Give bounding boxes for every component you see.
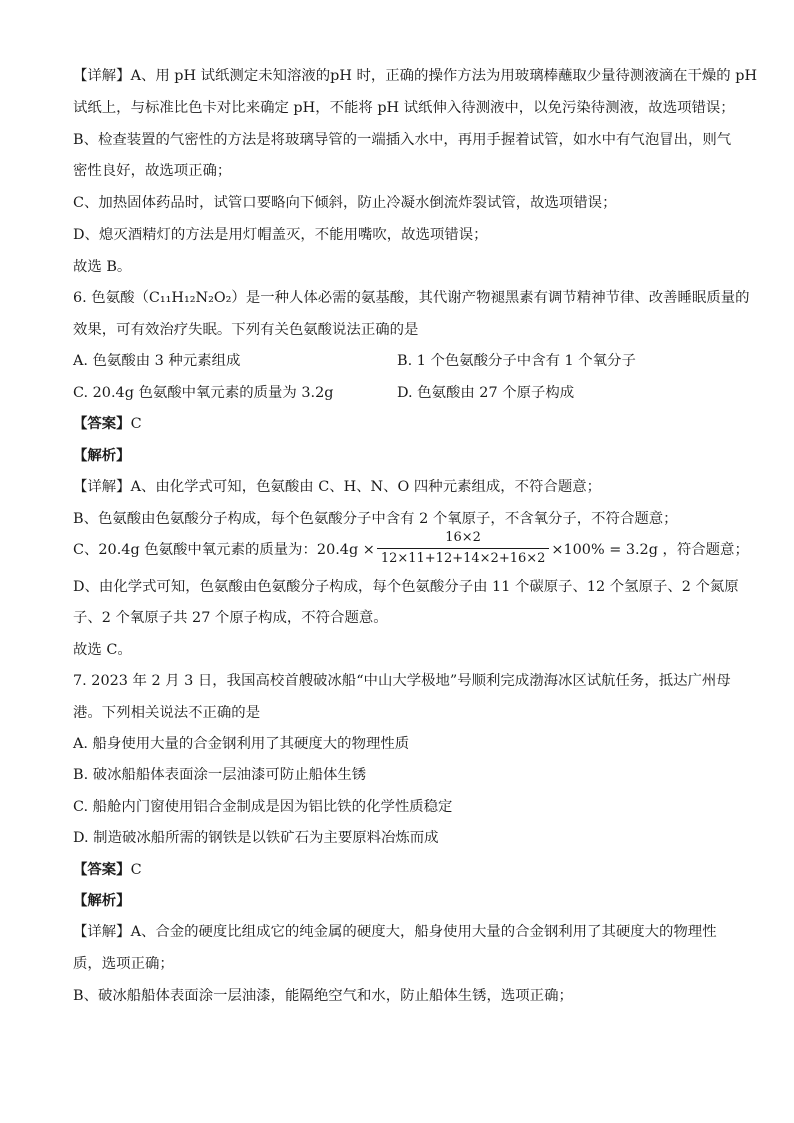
detail-line: 子、2 个氧原子共 27 个原子构成，不符合题意。 [73, 610, 388, 626]
question-7-option-c: C. 船舱内门窗使用铝合金制成是因为铝比铁的化学性质稳定 [73, 799, 453, 815]
conclusion-line: 故选 C。 [73, 642, 132, 658]
detail-line: 【详解】A、用 pH 试纸测定未知溶液的pH 时，正确的操作方法为用玻璃棒蘸取少量待测液滴在干燥的 pH [73, 68, 757, 84]
formula-suffix: ×100% = 3.2g ，符合题意； [551, 541, 749, 558]
detail-line: B、色氨酸由色氨酸分子构成，每个色氨酸分子中含有 2 个氧原子，不含氧分子，不符合题意； [73, 511, 678, 527]
answer-line [73, 414, 142, 434]
conclusion-line: 故选 B。 [73, 259, 132, 275]
fraction-numerator: 16×2 [377, 530, 550, 549]
fraction [377, 530, 550, 567]
analysis-tag: 【解析】 [73, 447, 131, 464]
question-7-option-a: A. 船身使用大量的合金钢利用了其硬度大的物理性质 [73, 736, 410, 752]
formula-prefix: C、20.4g 色氨酸中氧元素的质量为：20.4g × [73, 541, 375, 558]
detail-line: 【详解】A、由化学式可知，色氨酸由 C、H、N、O 四种元素组成，不符合题意； [73, 479, 601, 495]
answer-tag: 【答案】 [73, 415, 131, 432]
detail-line: D、由化学式可知，色氨酸由色氨酸分子构成，每个色氨酸分子由 11 个碳原子、12 个氢原子、2 个氮原 [73, 579, 739, 595]
detail-line: C、加热固体药品时，试管口要略向下倾斜，防止冷凝水倒流炸裂试管，故选项错误； [73, 195, 617, 211]
fraction-denominator: 12×11+12+14×2+16×2 [380, 550, 546, 566]
detail-line: D、熄灭酒精灯的方法是用灯帽盖灭，不能用嘴吹，故选项错误； [73, 227, 488, 243]
answer-line [73, 860, 142, 880]
detail-line: 试纸上，与标准比色卡对比来确定 pH，不能将 pH 试纸伸入待测液中，以免污染待测液，故选项错误； [73, 100, 735, 116]
question-6-stem: 效果，可有效治疗失眠。下列有关色氨酸说法正确的是 [73, 322, 419, 338]
detail-line: 质，选项正确； [73, 956, 174, 972]
question-7-stem: 港。下列相关说法不正确的是 [73, 705, 261, 721]
detail-line: 密性良好，故选项正确； [73, 163, 232, 179]
question-7-option-b: B. 破冰船船体表面涂一层油漆可防止船体生锈 [73, 767, 367, 783]
question-7-option-d: D. 制造破冰船所需的钢铁是以铁矿石为主要原料冶炼而成 [73, 830, 439, 846]
question-7-stem: 7. 2023 年 2 月 3 日，我国高校首艘破冰船“中山大学极地”号顺利完成渤海冰区试航任务，抵达广州母 [73, 673, 731, 689]
detail-line: B、破冰船船体表面涂一层油漆，能隔绝空气和水，防止船体生锈，选项正确； [73, 988, 573, 1004]
question-6-option-b: B. 1 个色氨酸分子中含有 1 个氧分子 [397, 353, 636, 369]
answer-value: C [130, 862, 142, 878]
formula-line [73, 528, 749, 568]
detail-line: 【详解】A、合金的硬度比组成它的纯金属的硬度大，船身使用大量的合金钢利用了其硬度大的物理性 [73, 924, 717, 940]
analysis-tag: 【解析】 [73, 892, 131, 909]
answer-value: C [130, 416, 142, 432]
question-6-option-a: A. 色氨酸由 3 种元素组成 [73, 353, 241, 369]
question-6-stem: 6. 色氨酸（C₁₁H₁₂N₂O₂）是一种人体必需的氨基酸，其代谢产物褪黑素有调节精神节律、改善睡眠质量的 [73, 290, 750, 306]
answer-tag: 【答案】 [73, 861, 131, 878]
question-6-option-d: D. 色氨酸由 27 个原子构成 [397, 385, 575, 401]
question-6-option-c: C. 20.4g 色氨酸中氧元素的质量为 3.2g [73, 385, 334, 401]
detail-line: B、检查装置的气密性的方法是将玻璃导管的一端插入水中，再用手握着试管，如水中有气泡冒出，则气 [73, 132, 732, 148]
